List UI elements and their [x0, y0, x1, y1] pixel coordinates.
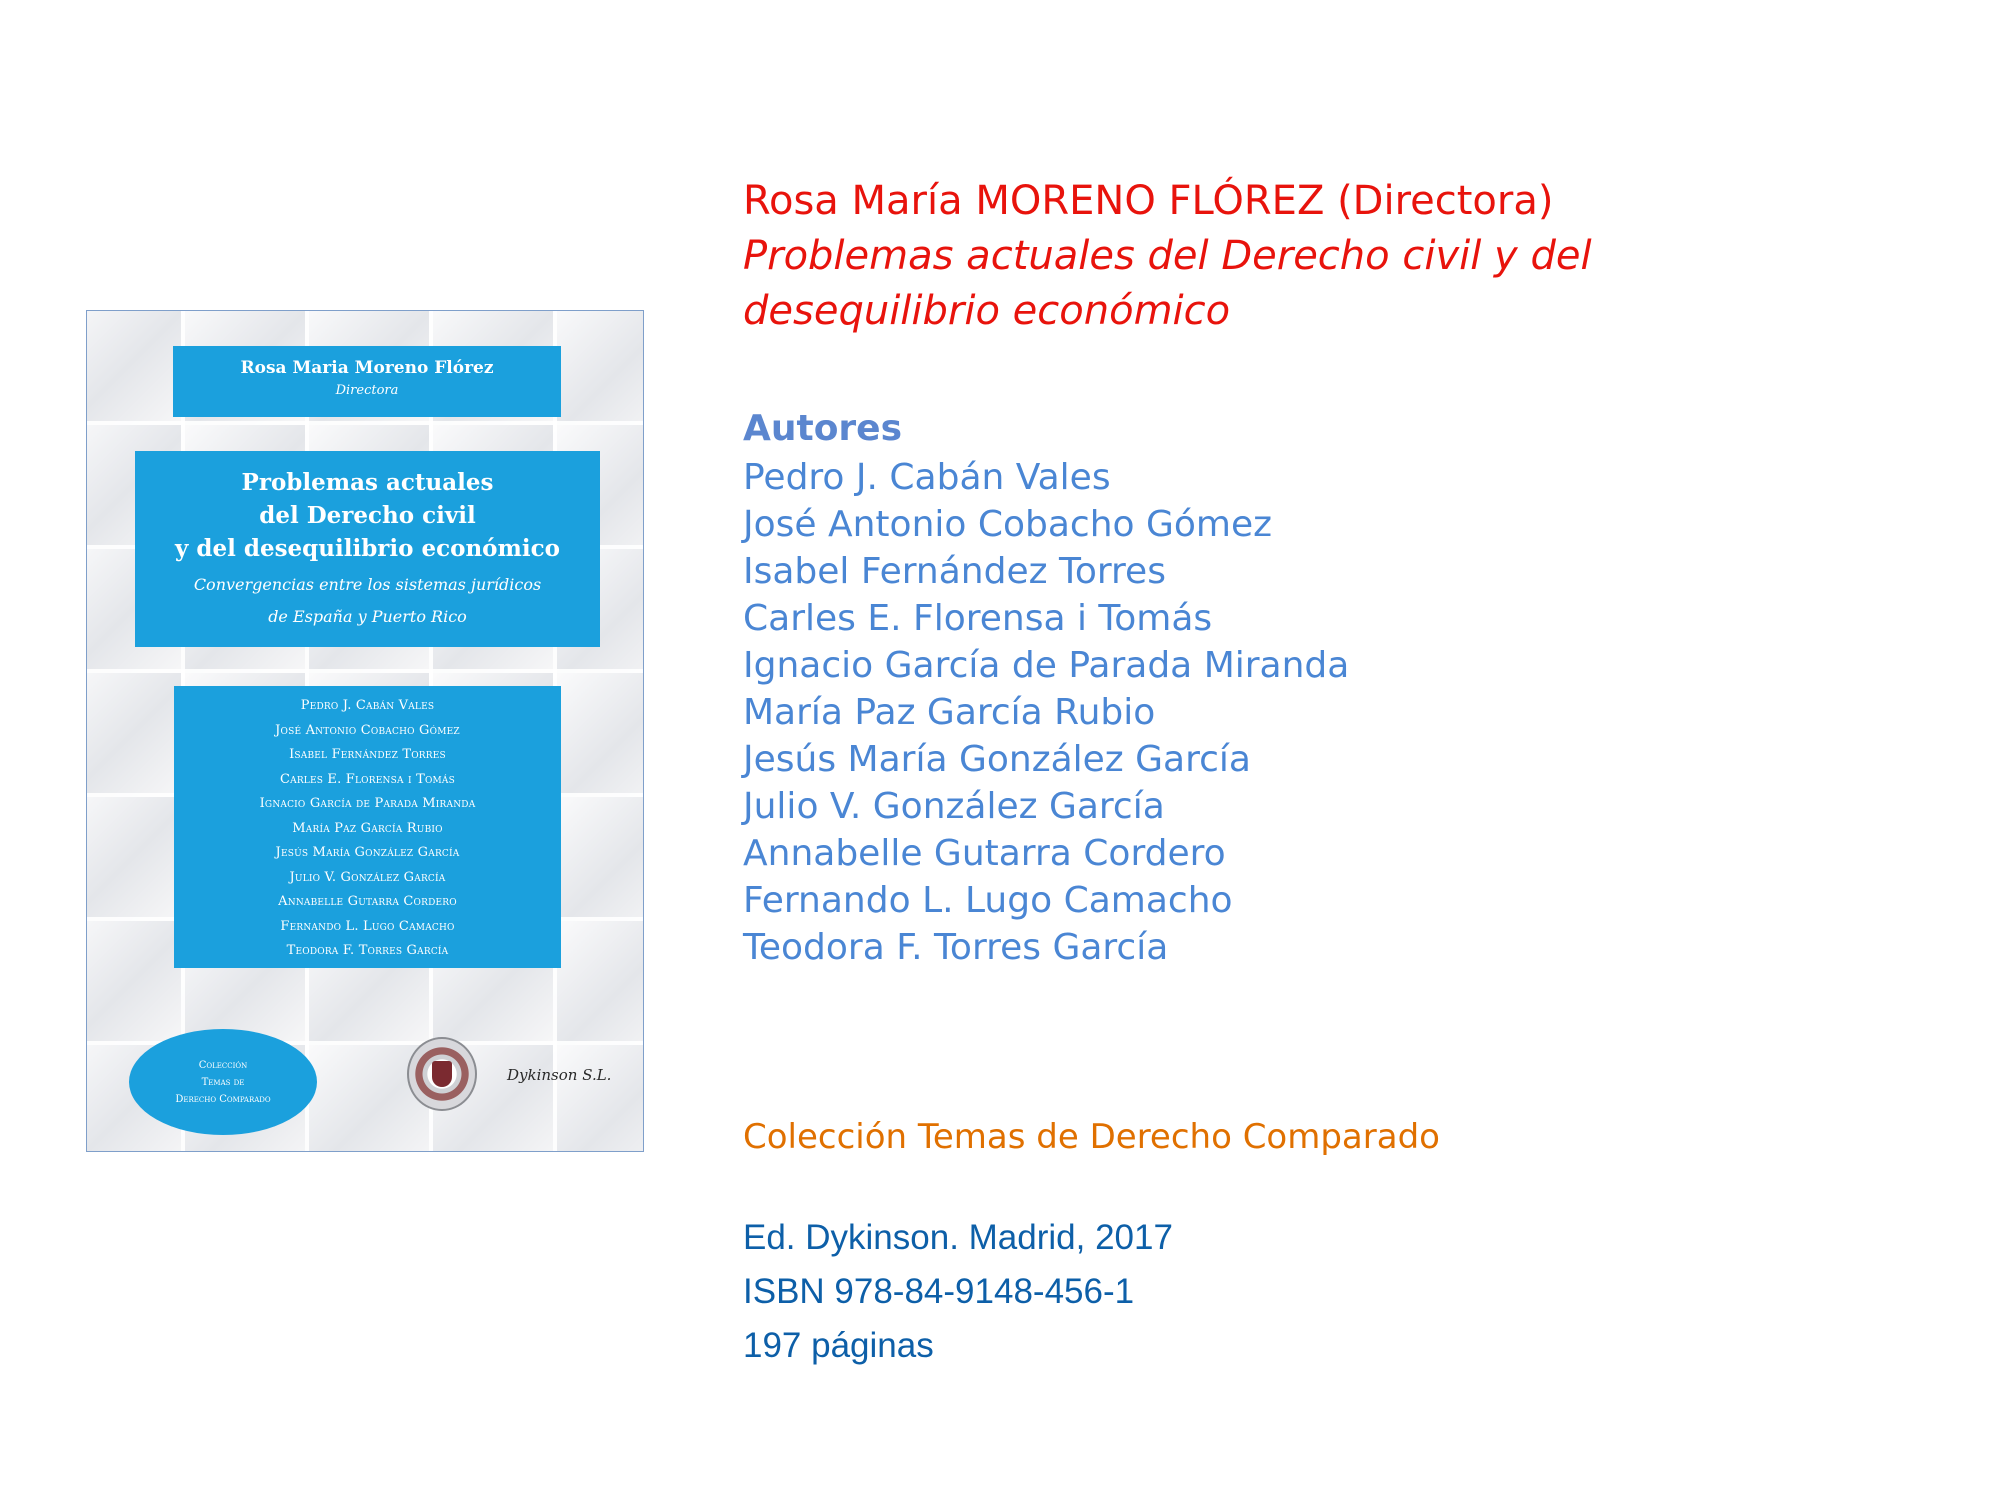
cover-author: Ignacio García de Parada Miranda — [259, 796, 476, 811]
cover-author: Teodora F. Torres García — [286, 943, 449, 958]
publisher-logo: Dykinson S.L. — [507, 1066, 612, 1084]
cover-title-box — [135, 451, 600, 647]
author-item: Jesús María González García — [743, 739, 1251, 780]
author-item: José Antonio Cobacho Gómez — [743, 504, 1273, 545]
cover-subtitle-line: de España y Puerto Rico — [268, 607, 467, 626]
cover-author: Julio V. González García — [289, 869, 446, 885]
author-item: Annabelle Gutarra Cordero — [743, 833, 1226, 874]
cover-author: Annabelle Gutarra Cordero — [278, 894, 457, 909]
book-title-line: desequilibrio económico — [743, 288, 1231, 334]
cover-author: Fernando L. Lugo Camacho — [280, 918, 455, 934]
cover-subtitle-line: Convergencias entre los sistemas jurídicos — [193, 575, 542, 594]
cover-director-box — [173, 346, 561, 417]
cover-director-name: Rosa Maria Moreno Flórez — [240, 358, 494, 378]
pages-line: 197 páginas — [743, 1326, 934, 1365]
cover-author: Carles E. Florensa i Tomás — [279, 771, 456, 787]
author-item: Julio V. González García — [743, 786, 1165, 827]
author-item: Fernando L. Lugo Camacho — [743, 880, 1233, 921]
cover-authors-box — [174, 686, 561, 968]
cover-collection-line: Temas de — [201, 1076, 245, 1088]
author-item: Teodora F. Torres García — [743, 927, 1169, 968]
cover-title-line: y del desequilibrio económico — [175, 535, 560, 562]
cover-author: María Paz García Rubio — [292, 820, 443, 836]
cover-title-line: del Derecho civil — [259, 502, 476, 529]
edition-line: Ed. Dykinson. Madrid, 2017 — [743, 1218, 1173, 1257]
cover-director-role: Directora — [335, 383, 399, 398]
cover-collection-line: Derecho Comparado — [175, 1093, 271, 1105]
isbn-line: ISBN 978-84-9148-456-1 — [743, 1272, 1135, 1311]
cover-title-line: Problemas actuales — [241, 469, 494, 496]
cover-author: José Antonio Cobacho Gómez — [275, 722, 460, 738]
director-line: Rosa María MORENO FLÓREZ (Directora) — [743, 178, 1554, 224]
book-cover-image — [86, 310, 644, 1152]
book-title-line: Problemas actuales del Derecho civil y del — [743, 233, 1592, 279]
cover-author: Isabel Fernández Torres — [289, 747, 446, 762]
authors-heading: Autores — [743, 408, 903, 449]
collection-name: Colección Temas de Derecho Comparado — [743, 1117, 1440, 1157]
author-item: Ignacio García de Parada Miranda — [743, 645, 1350, 686]
author-item: Carles E. Florensa i Tomás — [743, 598, 1213, 639]
author-item: María Paz García Rubio — [743, 692, 1156, 733]
authors-list — [743, 454, 1349, 971]
author-item: Pedro J. Cabán Vales — [743, 457, 1111, 498]
author-item: Isabel Fernández Torres — [743, 551, 1166, 592]
cover-author: Pedro J. Cabán Vales — [300, 698, 435, 713]
cover-author: Jesús María González García — [275, 845, 460, 860]
cover-collection-line: Colección — [198, 1059, 248, 1071]
university-seal-icon — [407, 1037, 477, 1111]
cover-collection-badge — [129, 1029, 317, 1135]
